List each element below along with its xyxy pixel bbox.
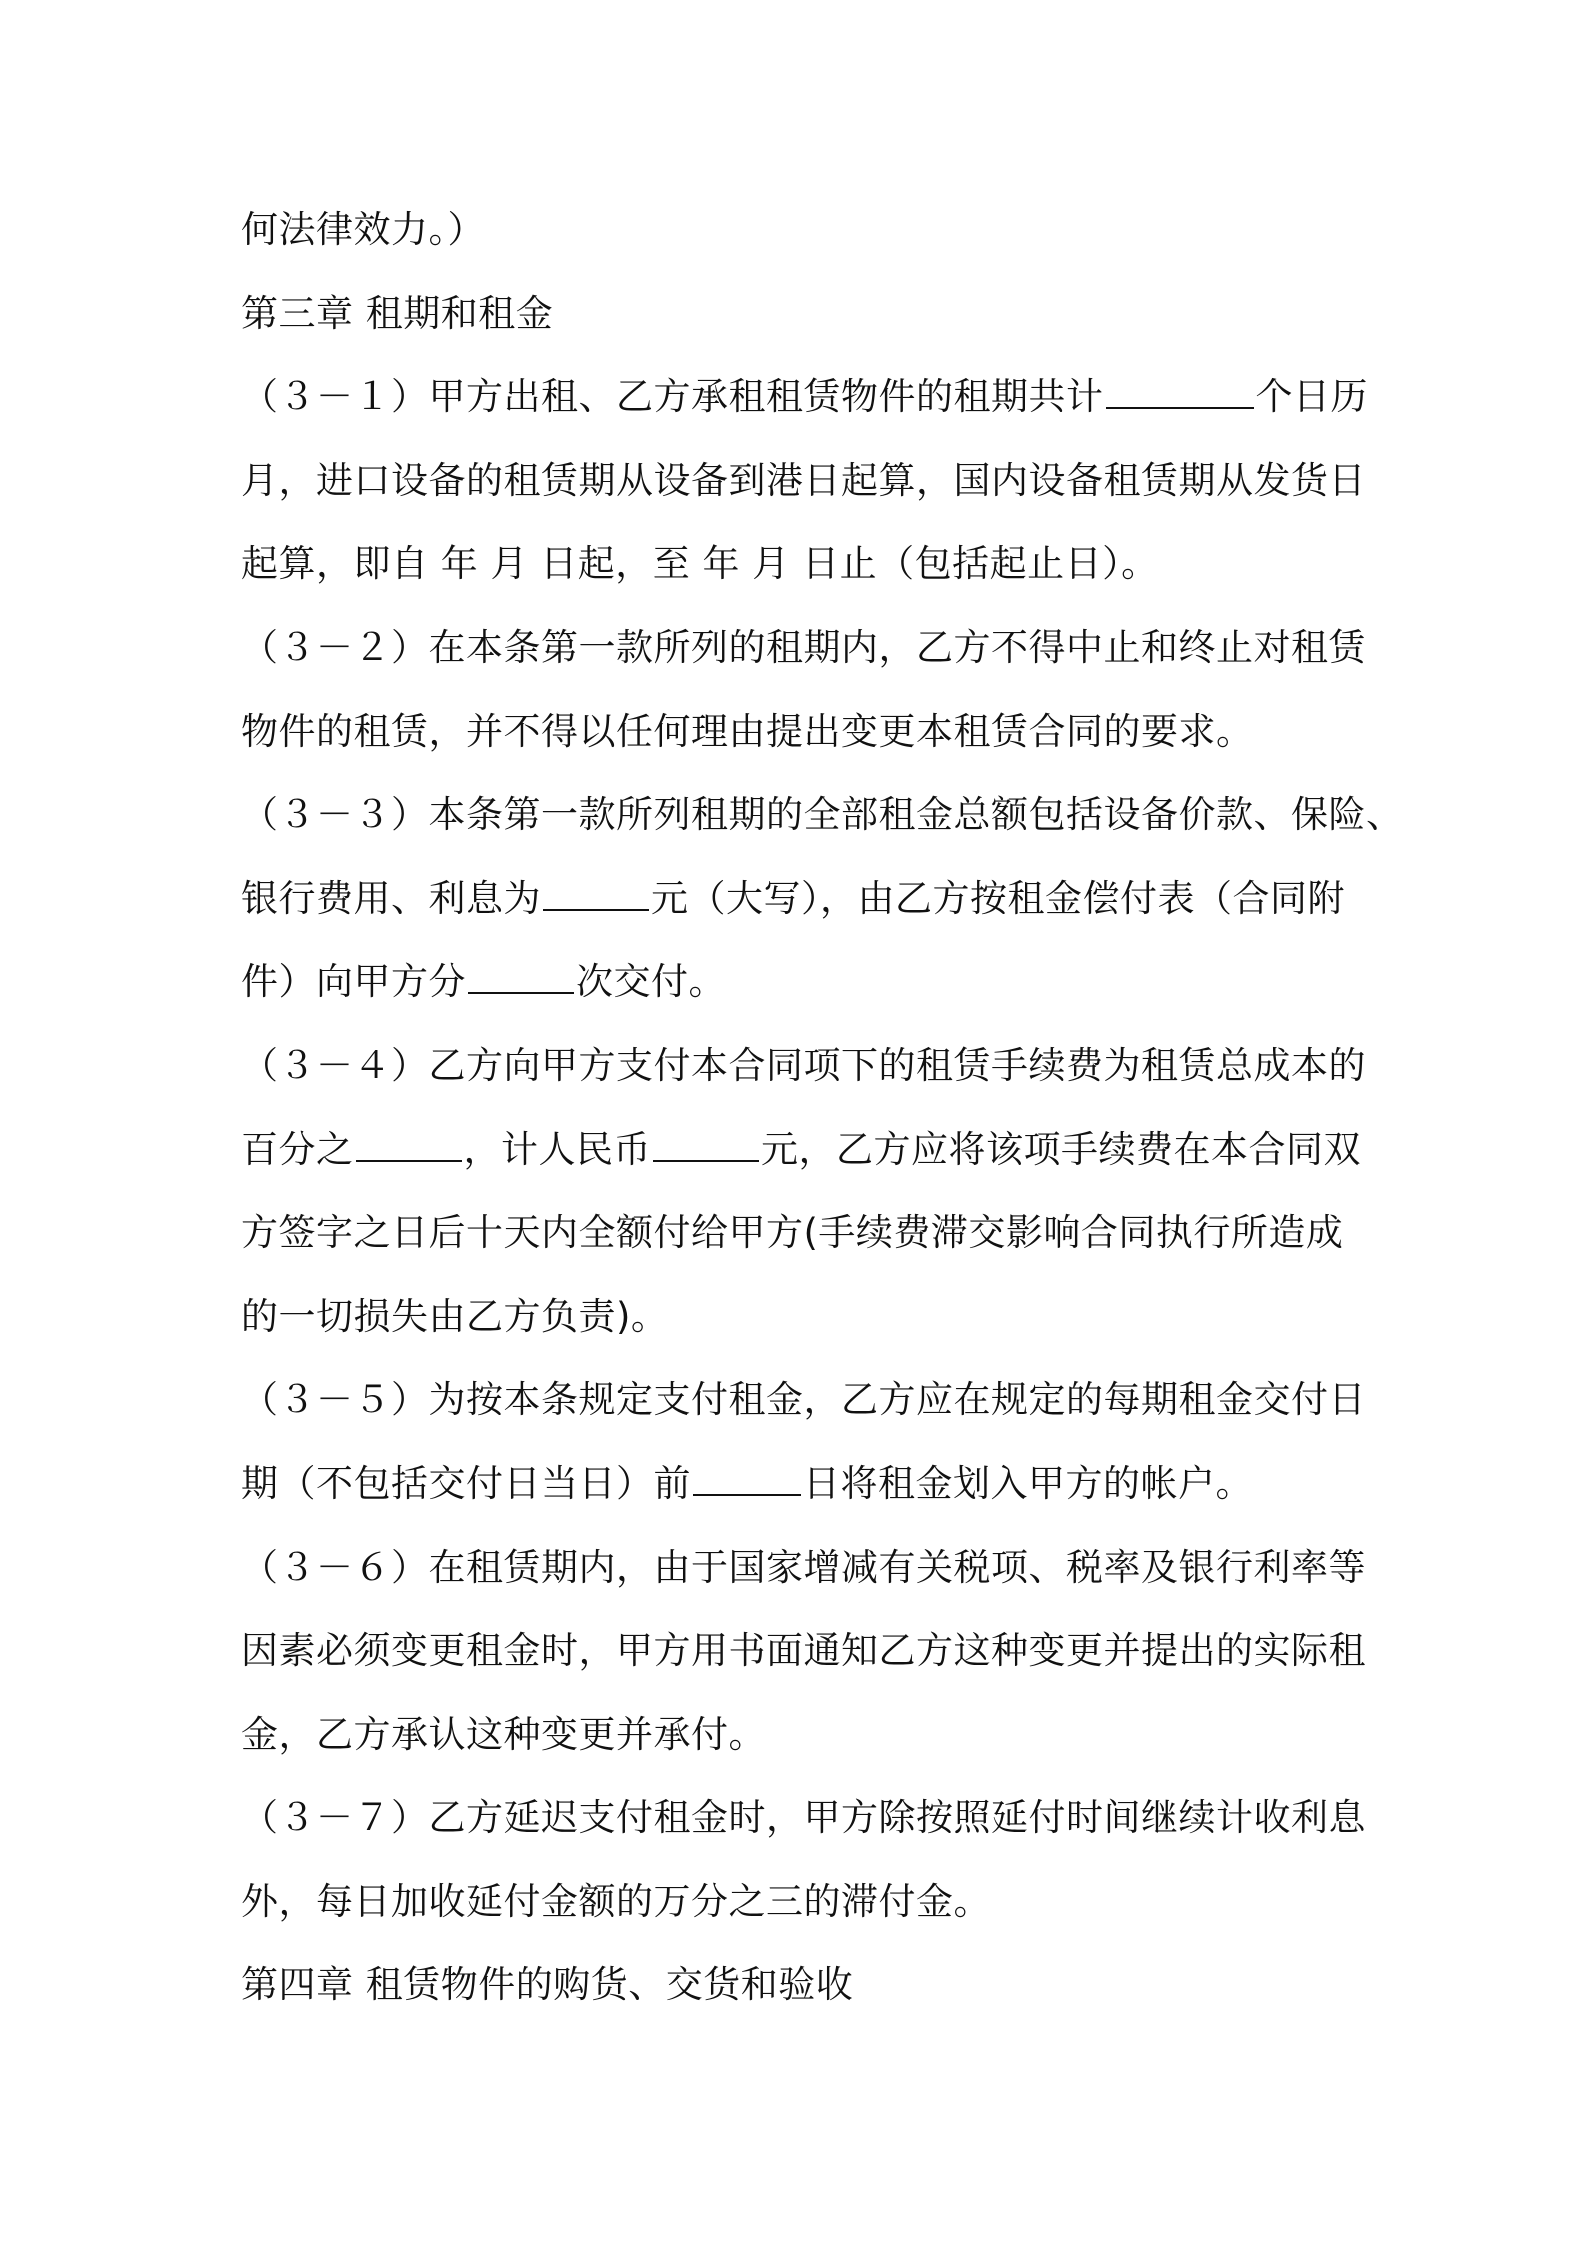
text-line (241, 618, 1366, 702)
fill-blank (543, 869, 649, 911)
text-line (241, 1621, 1366, 1705)
fill-blank (1106, 367, 1254, 409)
line-text: （３－４）乙方向甲方支付本合同项下的租赁手续费为租赁总成本的 (241, 1043, 1366, 1087)
line-text: 期（不包括交付日当日）前 (241, 1461, 691, 1505)
line-text: （３－７）乙方延迟支付租金时，甲方除按照延付时间继续计收利息 (241, 1796, 1366, 1840)
text-line (241, 451, 1366, 535)
text-line (241, 200, 1361, 284)
text-line (241, 534, 1361, 618)
text-line (241, 1120, 1361, 1204)
line-text: （３－６）在租赁期内，由于国家增减有关税项、税率及银行利率等 (241, 1545, 1366, 1589)
line-text: 百分之 (241, 1127, 354, 1171)
chapter-heading (241, 1955, 1361, 2039)
text-line (241, 1788, 1366, 1872)
line-text: 第四章 租赁物件的购货、交货和验收 (241, 1963, 854, 2007)
line-text: 物件的租赁，并不得以任何理由提出变更本租赁合同的要求。 (241, 709, 1254, 753)
line-text: 日将租金划入甲方的帐户。 (803, 1461, 1253, 1505)
line-text: 何法律效力。） (241, 208, 485, 251)
text-line (241, 702, 1361, 786)
line-text: 金，乙方承认这种变更并承付。 (241, 1712, 766, 1756)
line-text: （３－３）本条第一款所列租期的全部租金总额包括设备价款、保险、 (241, 793, 1404, 837)
text-line (241, 785, 1404, 869)
line-text: 元，乙方应将该项手续费在本合同双 (761, 1127, 1361, 1171)
line-text: 的一切损失由乙方负责)。 (241, 1294, 669, 1338)
line-text: 方签字之日后十天内全额付给甲方(手续费滞交影响合同执行所造成 (241, 1211, 1344, 1255)
line-text: （３－２）在本条第一款所列的租期内，乙方不得中止和终止对租赁 (241, 625, 1366, 669)
text-line (241, 1287, 1361, 1371)
line-text: 第三章 租期和租金 (241, 291, 554, 335)
text-line (241, 1538, 1366, 1622)
line-text: 月，进口设备的租赁期从设备到港日起算，国内设备租赁期从发货日 (241, 458, 1366, 502)
line-text: （３－５）为按本条规定支付租金，乙方应在规定的每期租金交付日 (241, 1378, 1366, 1422)
text-line (241, 869, 1361, 953)
text-line (241, 952, 1361, 1036)
line-text: 元（大写），由乙方按租金偿付表（合同附 (651, 876, 1345, 920)
text-line (241, 1036, 1366, 1120)
chapter-heading (241, 284, 1361, 368)
line-text: 因素必须变更租金时，甲方用书面通知乙方这种变更并提出的实际租 (241, 1629, 1366, 1673)
text-line (241, 1203, 1361, 1287)
line-text: 银行费用、利息为 (241, 876, 541, 920)
line-text: 件）向甲方分 (241, 960, 466, 1004)
line-text: 起算，即自 年 月 日起，至 年 月 日止（包括起止日）。 (241, 542, 1159, 586)
line-text: （３－１）甲方出租、乙方承租租赁物件的租期共计 (241, 375, 1104, 419)
line-text: ，计人民币 (463, 1127, 651, 1171)
line-text: 次交付。 (576, 960, 726, 1004)
document-page (241, 200, 1404, 2039)
fill-blank (468, 952, 574, 994)
text-line (241, 1872, 1361, 1956)
text-line (241, 367, 1368, 451)
text-line (241, 1705, 1361, 1789)
text-line (241, 1454, 1361, 1538)
fill-blank (693, 1454, 801, 1496)
text-line (241, 1370, 1366, 1454)
line-text: 外，每日加收延付金额的万分之三的滞付金。 (241, 1879, 991, 1923)
fill-blank (356, 1120, 462, 1162)
fill-blank (653, 1120, 759, 1162)
line-text: 个日历 (1255, 375, 1368, 419)
